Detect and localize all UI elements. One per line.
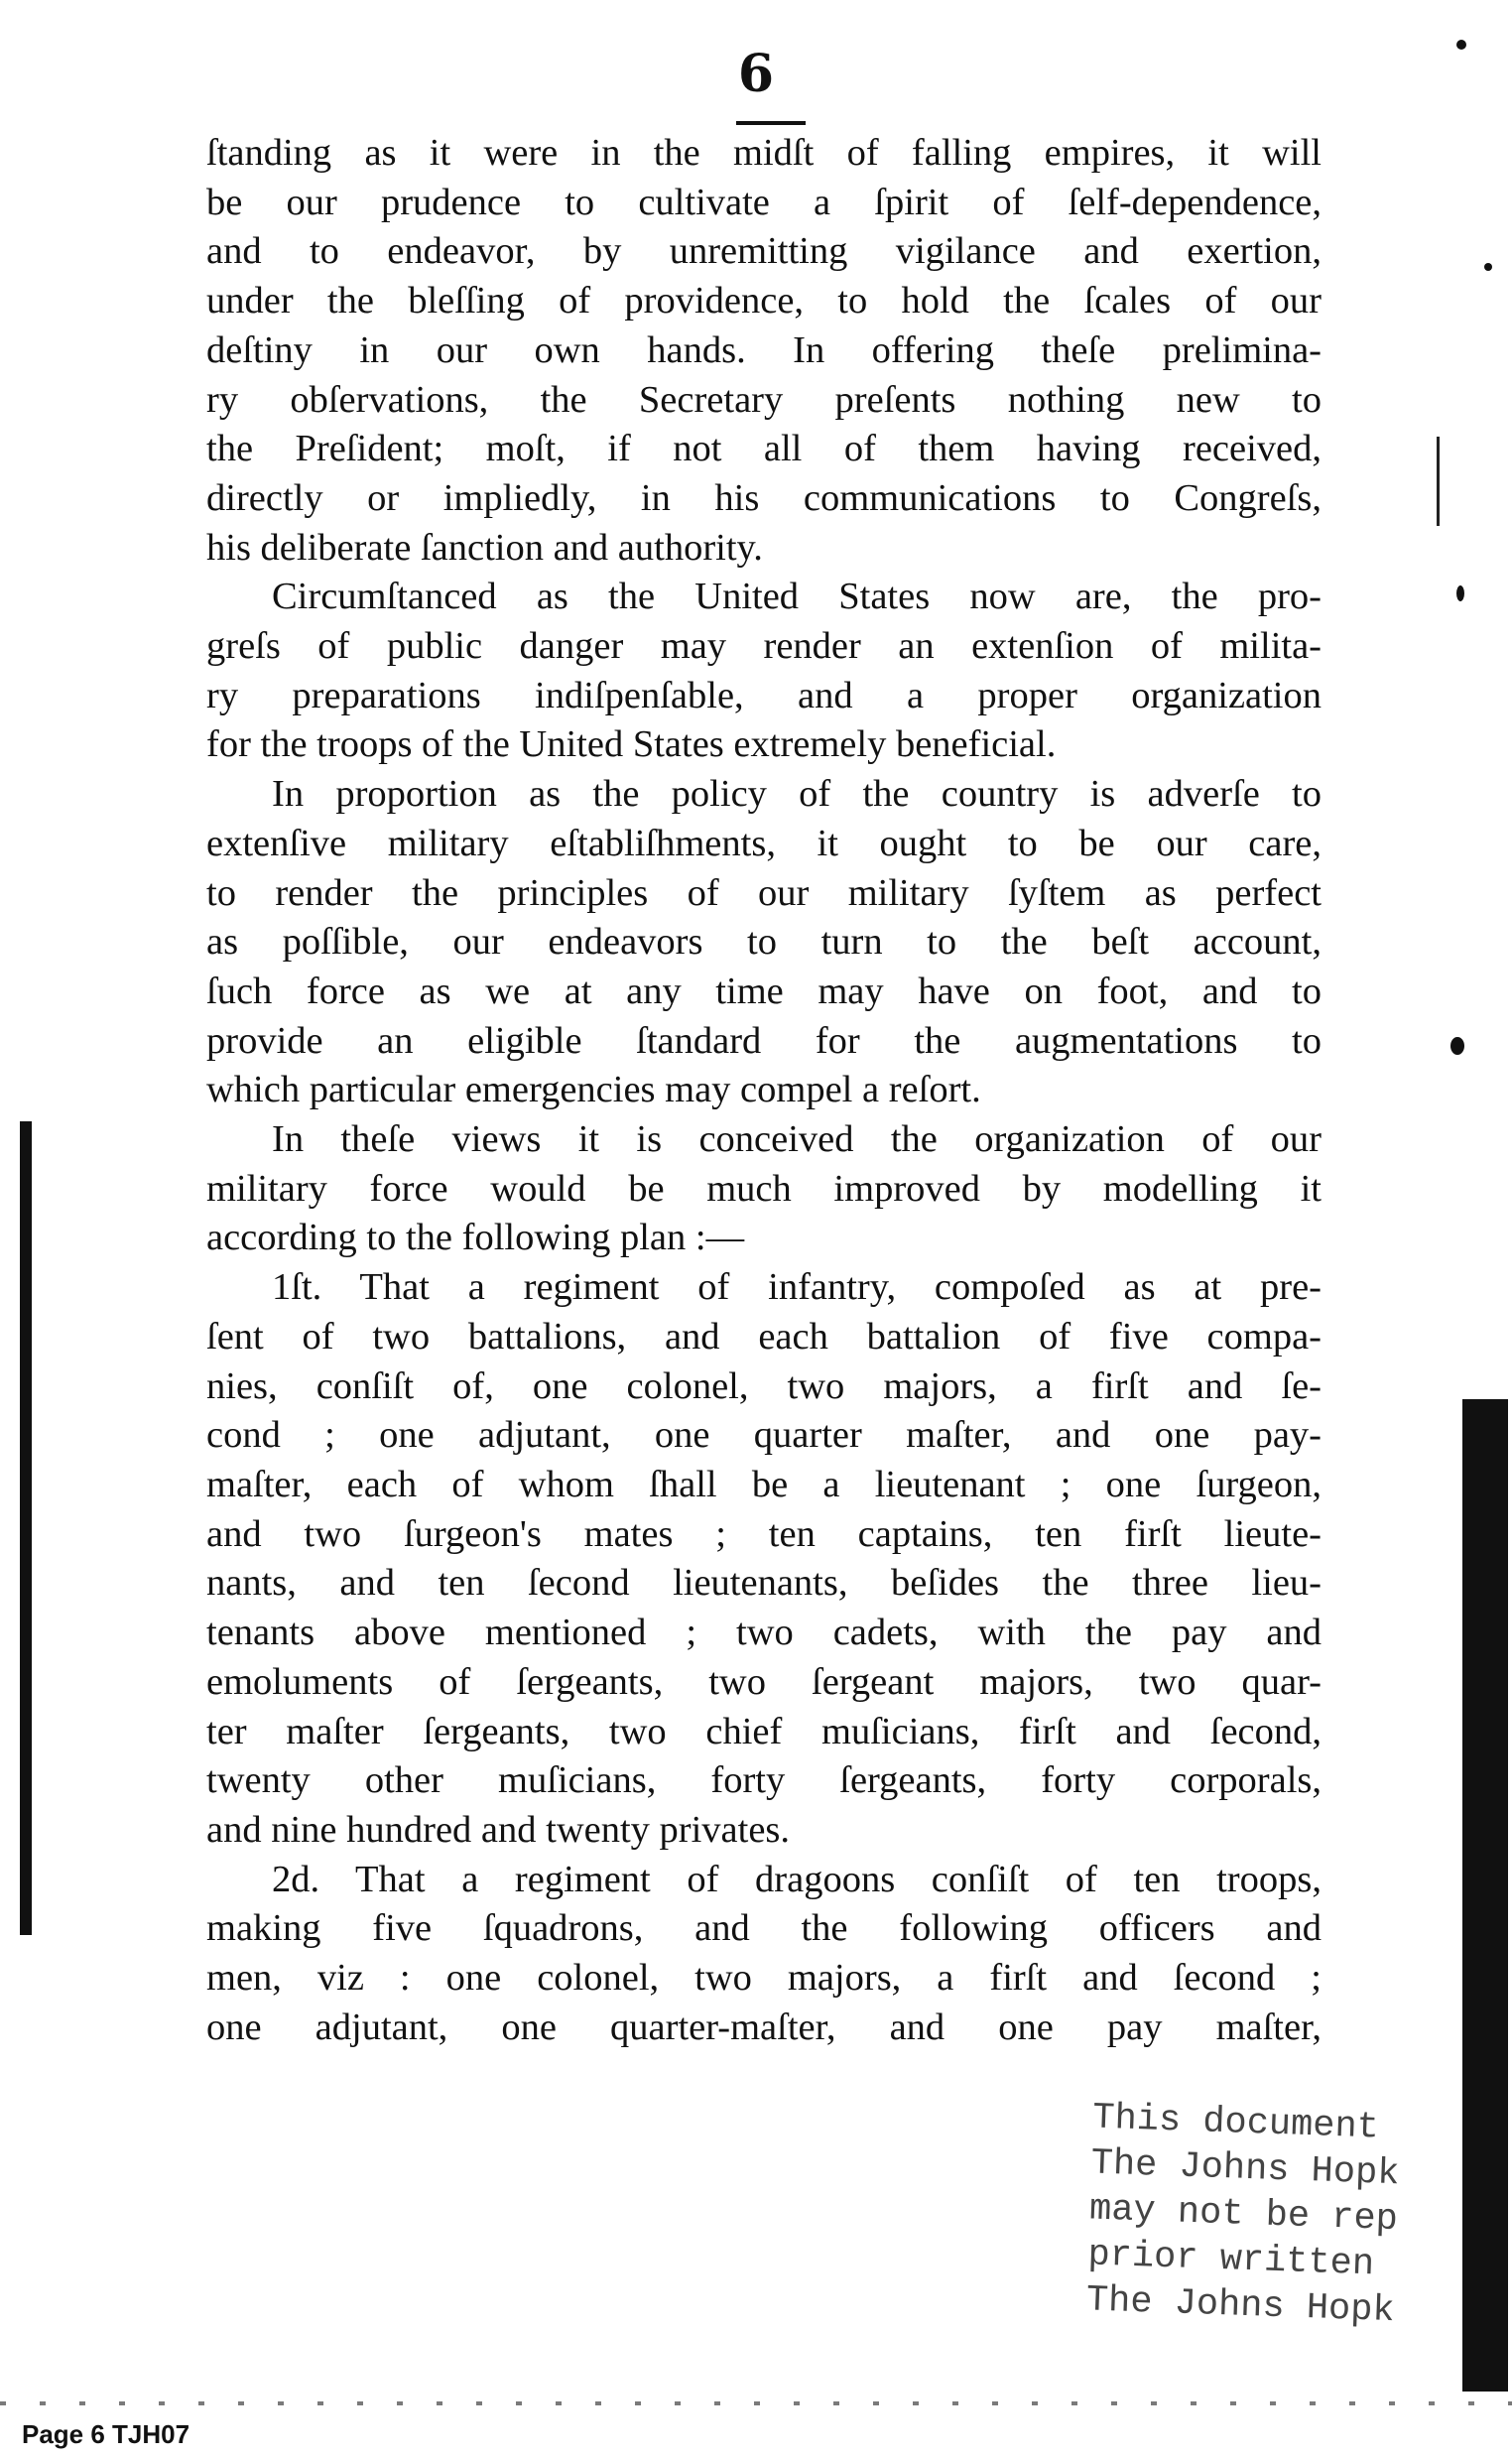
text-line: men, viz : one colonel, two majors, a firſt and ſecond ; [206,1957,1322,2000]
text-line: as poſſible, our endeavors to turn to the beſt account, [206,921,1322,964]
text-line: nants, and ten ſecond lieutenants, beſides the three lieu- [206,1562,1322,1605]
text-line: according to the following plan :— [206,1217,745,1259]
text-line: In theſe views it is conceived the organization of our [272,1118,1322,1161]
text-line: cond ; one adjutant, one quarter maſter, and one pay- [206,1414,1322,1457]
page-number: 6 [737,44,775,104]
text-line: one adjutant, one quarter-maſter, and one pay maſter, [206,2005,1322,2048]
text-line: Circumſtanced as the United States now are, the pro- [272,576,1322,618]
text-line: his deliberate ſanction and authority. [206,526,763,569]
header-rule [736,121,806,125]
text-line: the Preſident; moſt, if not all of them having received, [206,428,1322,470]
scan-noise [0,2401,1512,2405]
text-line: provide an eligible ſtandard for the augmentations to [206,1019,1322,1062]
text-line: military force would be much improved by modelling it [206,1167,1322,1210]
text-line: 2d. That a regiment of dragoons conſiſt of ten troops, [272,1858,1322,1900]
text-line: and to endeavor, by unremitting vigilance and exertion, [206,230,1322,273]
text-line: be our prudence to cultivate a ſpirit of ſelf-dependence, [206,181,1322,223]
text-line: for the troops of the United States extremely beneficial. [206,723,1057,766]
body-text [206,129,1322,2052]
text-line: which particular emergencies may compel a reſort. [206,1069,981,1111]
text-line: under the bleſſing of providence, to hold the ſcales of our [206,280,1322,323]
scan-speck [1484,263,1492,271]
scan-speck [1450,1037,1464,1055]
text-line: nies, conſiſt of, one colonel, two majors, a firſt and ſe- [206,1364,1322,1407]
scan-mark-right [1437,437,1440,526]
text-line: twenty other muſicians, forty ſergeants, forty corporals, [206,1759,1322,1802]
footer-page-label: Page 6 TJH07 [22,2419,190,2449]
scan-speck [1456,585,1464,601]
text-line: ſent of two battalions, and each battalion of five compa- [206,1315,1322,1358]
text-line: making five ſquadrons, and the following officers and [206,1907,1322,1950]
scan-edge-left [20,1121,32,1935]
library-stamp [1085,2095,1470,2336]
stamp-line: The Johns Hopk [1089,2142,1401,2196]
text-line: and nine hundred and twenty privates. [206,1808,791,1851]
text-line: ſuch force as we at any time may have on foot, and to [206,970,1322,1012]
stamp-line: may not be rep [1088,2188,1399,2242]
text-line: maſter, each of whom ſhall be a lieutenant ; one ſurgeon, [206,1463,1322,1505]
stamp-line: This document [1091,2097,1380,2149]
stamp-line: prior written [1086,2234,1375,2286]
stamp-line: The Johns Hopk [1085,2279,1396,2333]
scan-speck [1456,40,1466,50]
text-line: ter maſter ſergeants, two chief muſicians, firſt and ſecond, [206,1710,1322,1752]
text-line: to render the principles of our military ſyſtem as perfect [206,871,1322,914]
text-line: emoluments of ſergeants, two ſergeant majors, two quar- [206,1660,1322,1703]
text-line: and two ſurgeon's mates ; ten captains, ten firſt lieute- [206,1512,1322,1555]
text-line: greſs of public danger may render an extenſion of milita- [206,625,1322,668]
text-line: tenants above mentioned ; two cadets, with the pay and [206,1612,1322,1654]
text-line: In proportion as the policy of the country is adverſe to [272,773,1322,816]
text-line: directly or impliedly, in his communications to Congreſs, [206,476,1322,519]
text-line: ſtanding as it were in the midſt of falling empires, it will [206,132,1322,174]
text-line: deſtiny in our own hands. In offering theſe prelimina- [206,328,1322,371]
text-line: extenſive military eſtabliſhments, it ought to be our care, [206,822,1322,864]
text-line: ry obſervations, the Secretary preſents nothing new to [206,378,1322,421]
scan-edge-right [1462,1399,1508,2392]
text-line: ry preparations indiſpenſable, and a proper organization [206,674,1322,716]
text-line: 1ſt. That a regiment of infantry, compoſed as at pre- [272,1266,1322,1309]
